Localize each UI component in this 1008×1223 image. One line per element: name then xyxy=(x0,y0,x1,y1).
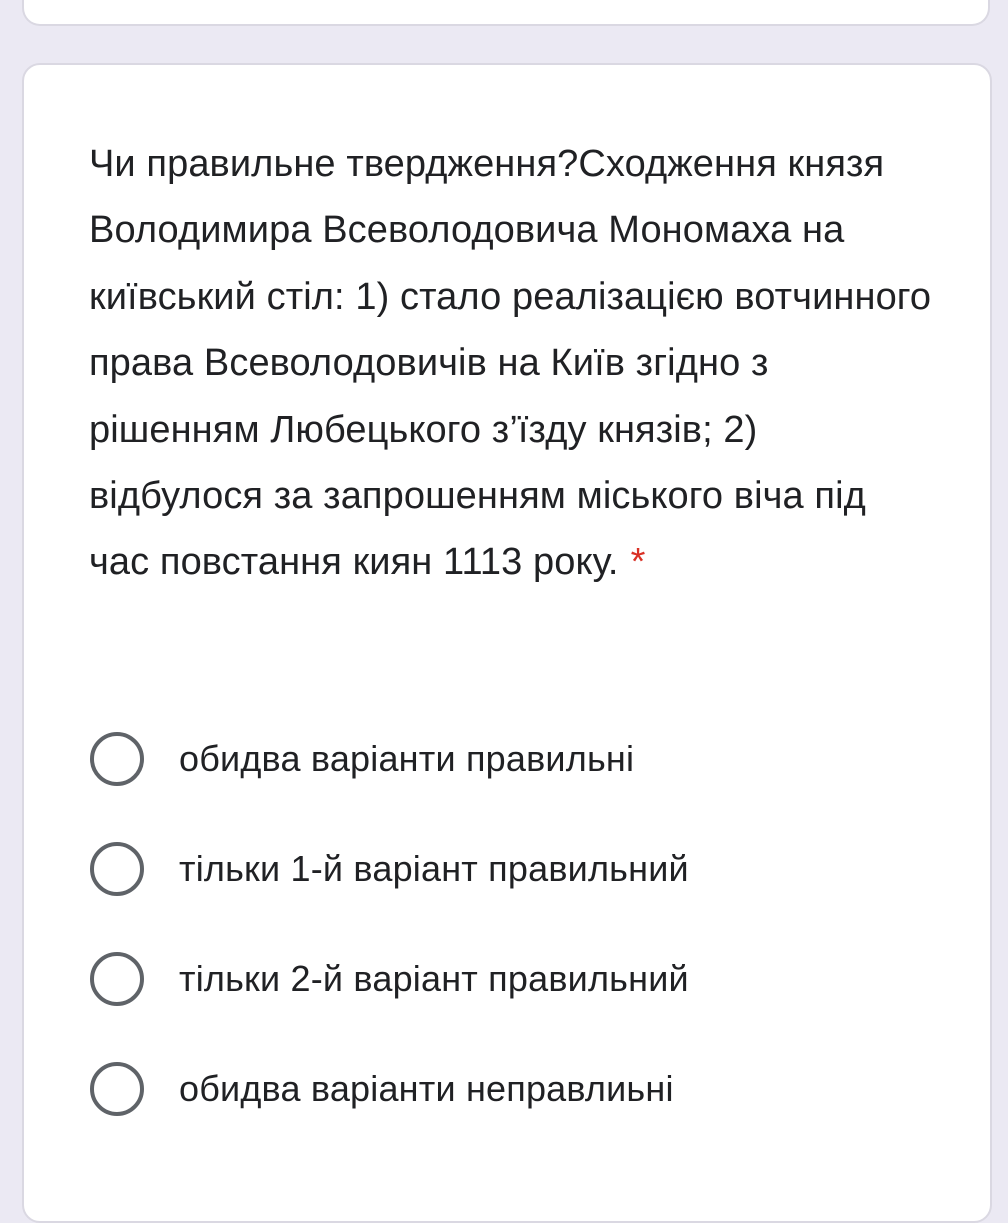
radio-option-both-incorrect[interactable] xyxy=(90,1061,790,1117)
radio-button[interactable] xyxy=(90,732,144,786)
radio-option-only-second-correct[interactable] xyxy=(90,951,790,1007)
radio-option-label: обидва варіанти неправлиьні xyxy=(179,1068,674,1109)
question-title xyxy=(89,131,934,596)
question-text: Чи правильне твердження?Сходження князя Володимира Всеволодовича Мономаха на київський стіл: 1) стало реалізацією вотчинного права Всеволодовичів на Київ згідно з рішенням Любецького з’їзду князів; 2) відбулося за запрошенням міського віча під час повстання киян 1113 року. xyxy=(89,143,932,584)
radio-option-label: тільки 2-й варіант правильний xyxy=(179,958,689,999)
radio-option-label: тільки 1-й варіант правильний xyxy=(179,848,689,889)
previous-question-card xyxy=(22,0,990,26)
radio-option-both-correct[interactable] xyxy=(90,731,790,787)
radio-button[interactable] xyxy=(90,842,144,896)
radio-button[interactable] xyxy=(90,952,144,1006)
radio-button[interactable] xyxy=(90,1062,144,1116)
radio-option-only-first-correct[interactable] xyxy=(90,841,790,897)
radio-option-label: обидва варіанти правильні xyxy=(179,738,635,779)
required-asterisk: * xyxy=(630,541,646,584)
